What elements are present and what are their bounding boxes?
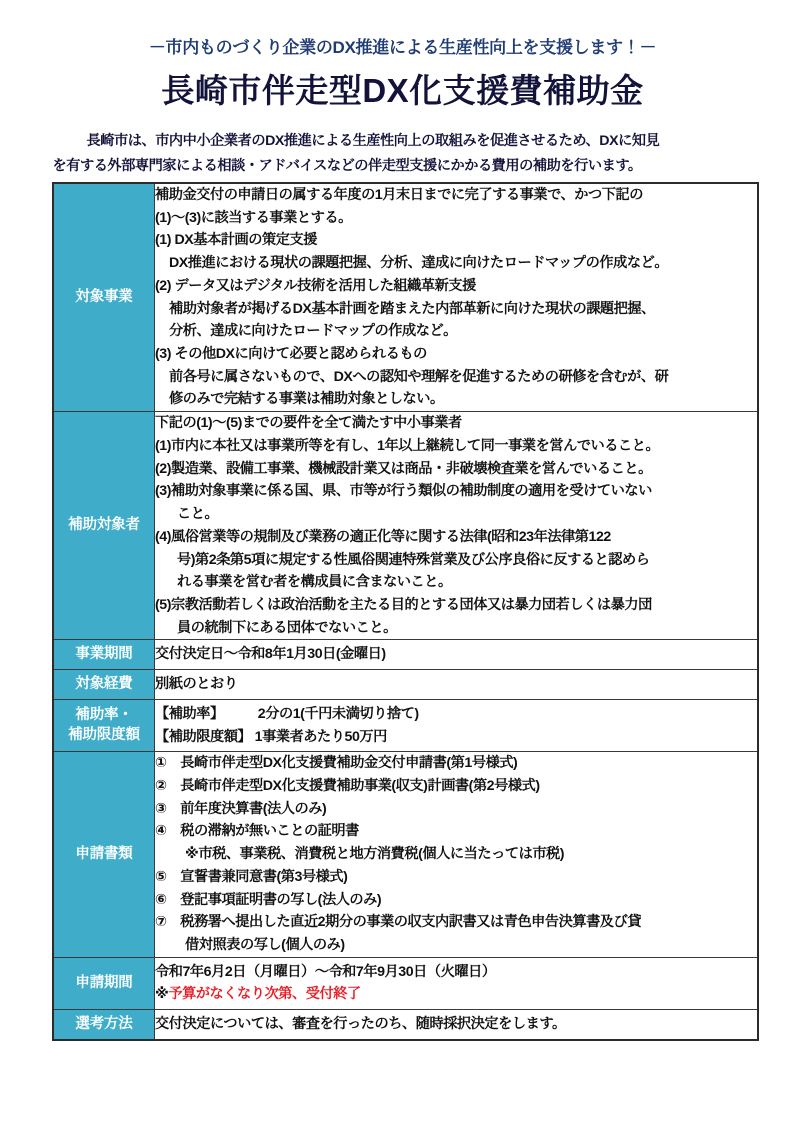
content-line: DX推進における現状の課題把握、分析、達成に向けたロードマップの作成など。	[169, 255, 669, 272]
info-table	[52, 182, 759, 1041]
info-table-wrapper	[52, 182, 759, 1041]
note-warning-text: 予算がなくなり次第、受付終了	[168, 986, 361, 1003]
row-content-cell	[155, 670, 759, 700]
row-label-cell	[53, 183, 155, 412]
content-line: (3) その他DXに向けて必要と認められるもの	[155, 346, 427, 363]
content-line: (2) データ又はデジタル技術を活用した組織革新支援	[155, 277, 476, 294]
document-subtitle: －市内ものづくり企業のDX推進による生産性向上を支援します！－	[148, 38, 657, 57]
content-line: 【補助限度額】 1事業者あたり50万円	[155, 728, 387, 745]
content-line: 【補助率】 2分の1(千円未満切り捨て)	[155, 705, 419, 722]
table-row	[53, 183, 758, 412]
content-line: れる事業を営む者を構成員に含まないこと。	[177, 574, 452, 591]
row-label-cell	[53, 412, 155, 640]
row-content-cell	[155, 183, 759, 412]
content-line: 別紙のとおり	[155, 676, 238, 693]
content-line	[155, 983, 757, 1006]
row-label-text: 事業期間	[75, 645, 133, 662]
row-content-cell	[155, 699, 759, 751]
table-row	[53, 1010, 758, 1040]
table-row	[53, 412, 758, 640]
content-line: こと。	[177, 506, 219, 523]
content-line: 補助対象者が掲げるDX基本計画を踏まえた内部革新に向けた現状の課題把握、	[169, 300, 655, 317]
content-line: 分析、達成に向けたロードマップの作成など。	[169, 323, 457, 340]
row-label-text: 補助対象者	[68, 517, 140, 533]
row-label-cell	[53, 1010, 155, 1040]
row-label-cell	[53, 699, 155, 751]
row-content-cell	[155, 752, 759, 957]
content-line: 補助金交付の申請日の属する年度の1月末日までに完了する事業で、かつ下記の	[155, 187, 643, 203]
content-line: ⑦ 税務署へ提出した直近2期分の事業の収支内訳書又は青色申告決算書及び貸	[155, 914, 642, 931]
row-label-cell	[53, 957, 155, 1009]
info-table-body	[53, 183, 758, 1040]
row-content-cell	[155, 412, 759, 640]
document-header	[0, 0, 805, 111]
content-line: 交付決定日～令和8年1月30日(金曜日)	[155, 646, 386, 663]
row-label-cell	[53, 670, 155, 700]
document-title: 長崎市伴走型DX化支援費補助金	[161, 72, 644, 110]
intro-line-2: を有する外部専門家による相談・アドバイスなどの伴走型支援にかかる費用の補助を行います。	[52, 157, 642, 174]
table-row	[53, 957, 758, 1009]
content-line: ③ 前年度決算書(法人のみ)	[155, 800, 327, 817]
content-line: 下記の(1)～(5)までの要件を全て満たす中小事業者	[155, 415, 462, 432]
row-label-text: 選考方法	[75, 1015, 133, 1032]
content-line: 号)第2条第5項に規定する性風俗関連特殊営業及び公序良俗に反すると認めら	[177, 551, 650, 568]
note-marker: ※	[155, 986, 169, 1003]
content-line: (1)～(3)に該当する事業とする。	[155, 209, 352, 226]
content-line: (1)市内に本社又は事業所等を有し、1年以上継続して同一事業を営んでいること。	[155, 437, 660, 454]
table-row	[53, 752, 758, 957]
content-line: (1) DX基本計画の策定支援	[155, 232, 317, 249]
content-line: ④ 税の滞納が無いことの証明書	[155, 823, 359, 840]
table-row	[53, 640, 758, 670]
content-line: ※市税、事業税、消費税と地方消費税(個人に当たっては市税)	[185, 846, 565, 863]
content-line: (2)製造業、設備工事業、機械設計業又は商品・非破壊検査業を営んでいること。	[155, 460, 652, 477]
row-content-cell	[155, 957, 759, 1009]
content-line: ⑤ 宣誓書兼同意書(第3号様式)	[155, 868, 348, 885]
row-label-text: 申請期間	[75, 974, 133, 991]
row-content-cell	[155, 640, 759, 670]
content-line: ⑥ 登記事項証明書の写し(法人のみ)	[155, 891, 382, 908]
content-line: (5)宗教活動若しくは政治活動を主たる目的とする団体又は暴力団若しくは暴力団	[155, 596, 652, 613]
content-line: 員の統制下にある団体でないこと。	[177, 619, 397, 636]
row-content-cell	[155, 1010, 759, 1040]
content-line: ① 長崎市伴走型DX化支援費補助金交付申請書(第1号様式)	[155, 755, 518, 772]
content-line: ② 長崎市伴走型DX化支援費補助事業(収支)計画書(第2号様式)	[155, 777, 540, 794]
intro-line-1: 長崎市は、市内中小企業者のDX推進による生産性向上の取組みを促進させるため、DXに知見	[86, 132, 660, 149]
content-line: 前各号に属さないもので、DXへの認知や理解を促進するための研修を含むが、研	[169, 368, 669, 385]
row-label-cell	[53, 752, 155, 957]
content-line: 修のみで完結する事業は補助対象としない。	[169, 391, 444, 408]
content-line: (3)補助対象事業に係る国、県、市等が行う類似の補助制度の適用を受けていない	[155, 483, 652, 500]
table-row	[53, 699, 758, 751]
row-label-cell	[53, 640, 155, 670]
row-label-text: 申請書類	[75, 845, 133, 862]
content-line: 借対照表の写し(個人のみ)	[185, 937, 345, 953]
content-line: 令和7年6月2日（月曜日）～令和7年9月30日（火曜日）	[155, 963, 496, 980]
table-row	[53, 670, 758, 700]
row-label-text: 対象経費	[75, 675, 133, 692]
row-label-text: 補助率・	[75, 706, 133, 723]
intro-paragraph	[53, 129, 753, 179]
content-line: (4)風俗営業等の規制及び業務の適正化等に関する法律(昭和23年法律第122	[155, 528, 611, 545]
row-label-text: 補助限度額	[68, 726, 140, 743]
row-label-text: 対象事業	[75, 288, 133, 305]
content-line: 交付決定については、審査を行ったのち、随時採択決定をします。	[155, 1016, 566, 1033]
